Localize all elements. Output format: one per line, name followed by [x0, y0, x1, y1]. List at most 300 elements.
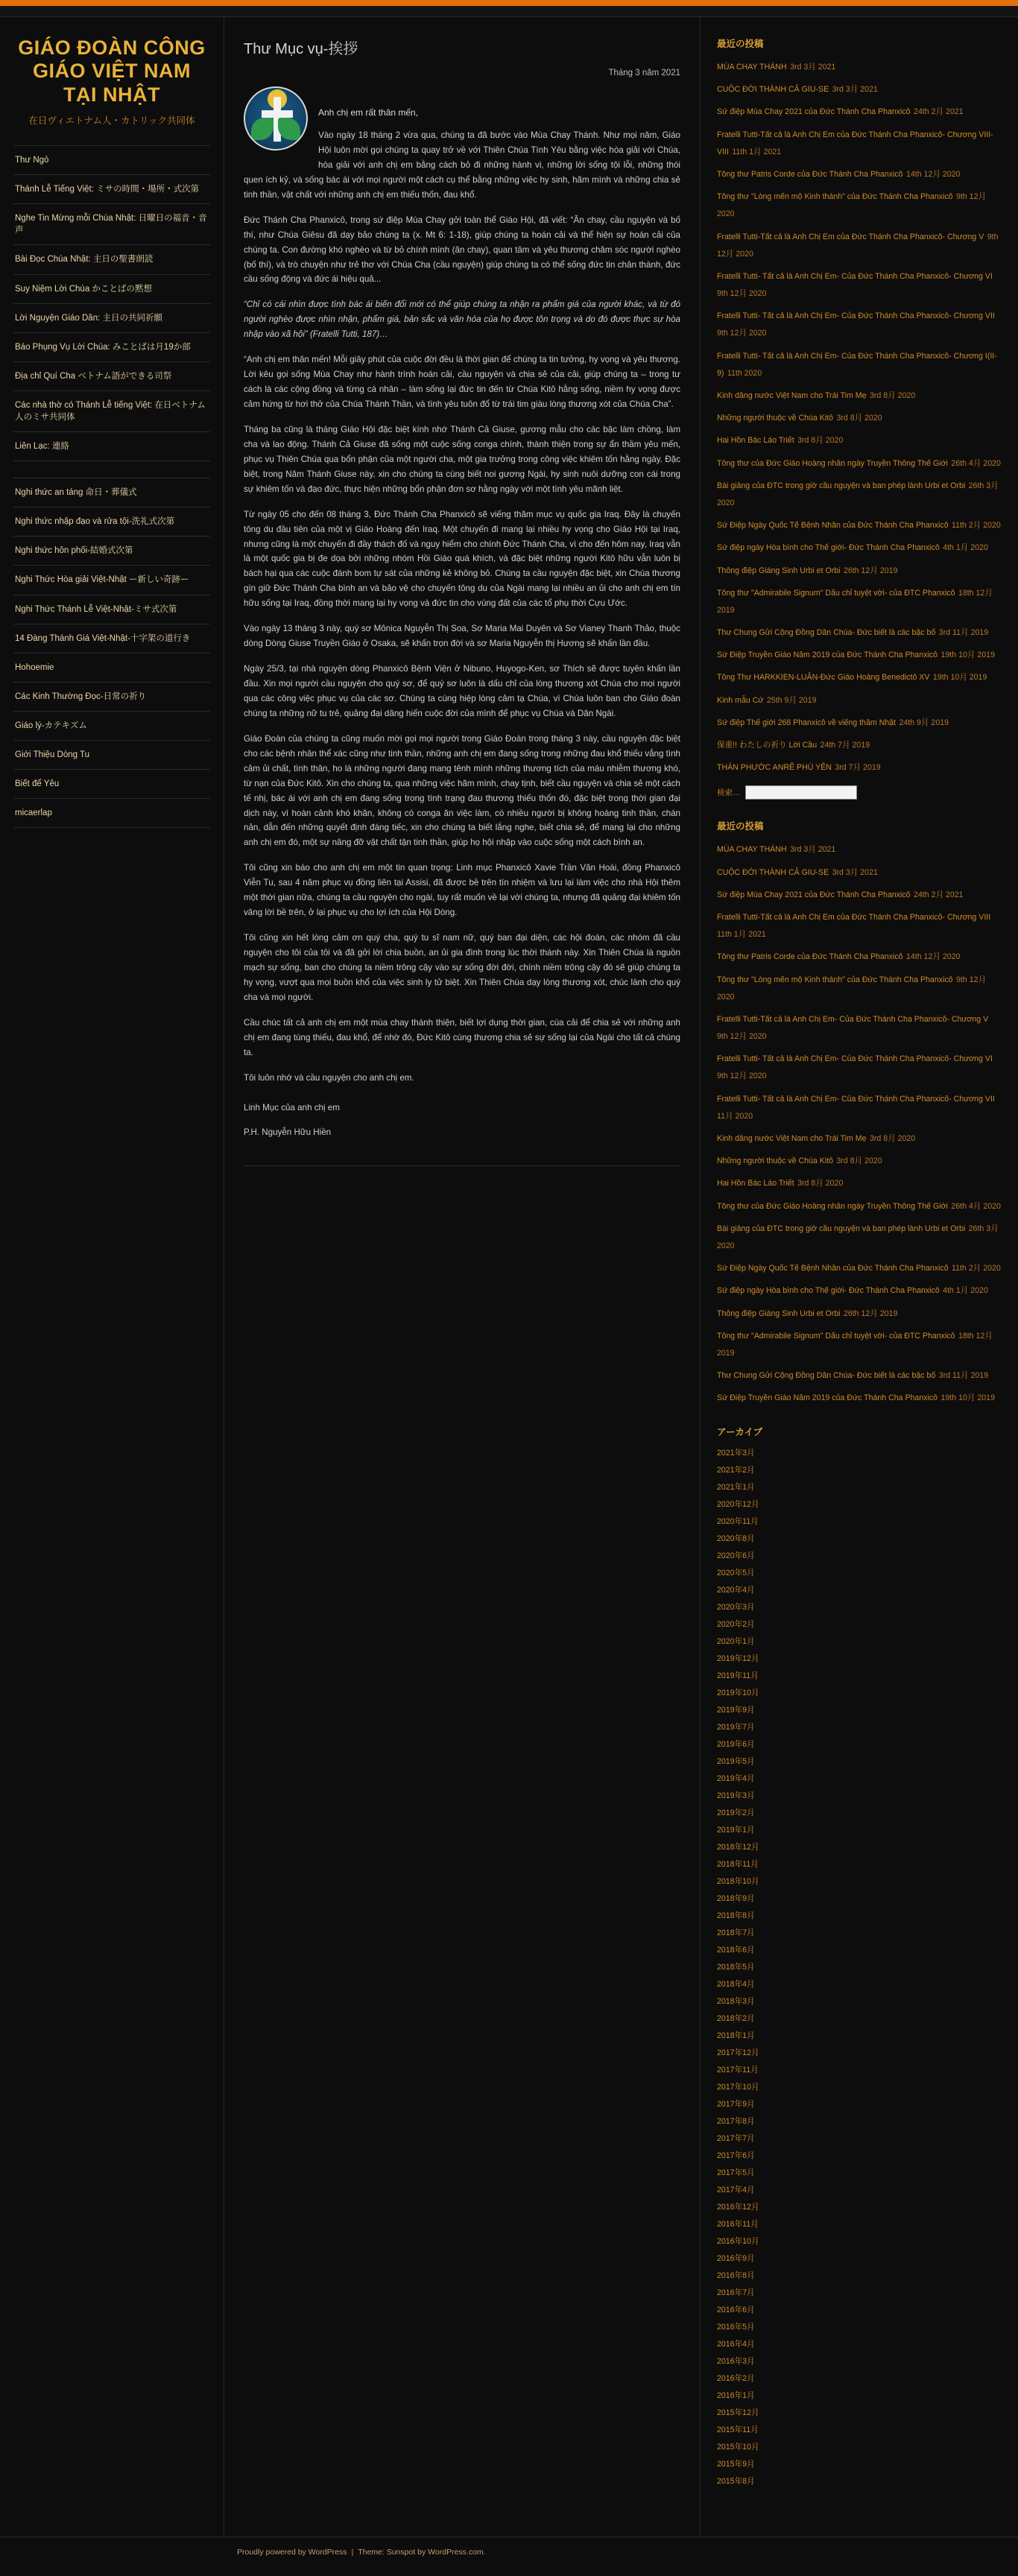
search-widget — [717, 785, 1002, 800]
greeting-line: Anh chị em rất thân mến, — [318, 107, 419, 118]
list-item[interactable] — [717, 1583, 1002, 1596]
list-item[interactable] — [717, 885, 1002, 902]
recent-post-link[interactable]: CUỘC ĐỜI THÀNH CẢ GIU-SE — [717, 85, 829, 95]
list-item[interactable] — [717, 1497, 1002, 1510]
list-item[interactable] — [717, 57, 1002, 75]
recent-post-link[interactable]: Fratelli Tutti- Tất cả là Anh Chị Em- Của Đức Thánh Cha Phanxicô- Chương I(II-9) — [717, 351, 997, 378]
sidebar-item-nghi-thuc-rua-toi[interactable] — [13, 507, 210, 537]
archive-link[interactable]: 2019年9月 — [717, 1706, 755, 1715]
list-item[interactable] — [717, 516, 1002, 533]
list-item[interactable] — [717, 1703, 1002, 1716]
recent-post-link[interactable]: MÙA CHAY THÁNH — [717, 845, 787, 855]
list-item[interactable] — [717, 267, 1002, 301]
recent-post-date: 3rd 3月 2021 — [790, 63, 836, 72]
recent-post-link[interactable]: Fratelli Tutti-Tất cả là Anh Chị Em của Đức Thánh Cha Phanxicô- Chương VIII — [717, 912, 991, 922]
recent-post-link[interactable]: Hai Hồn Bác Láo Triết — [717, 1179, 794, 1189]
archive-link[interactable]: 2016年12月 — [717, 2203, 759, 2212]
archive-link[interactable]: 2020年2月 — [717, 1620, 755, 1630]
recent-post-link[interactable]: Kinh dâng nước Việt Nam cho Trái Tim Mẹ — [717, 391, 867, 400]
list-item[interactable] — [717, 1874, 1002, 1887]
sidebar-item-micaerlap[interactable] — [13, 799, 210, 828]
archive-link[interactable]: 2016年11月 — [717, 2220, 759, 2230]
list-item[interactable] — [717, 2440, 1002, 2453]
archive-link[interactable]: 2020年6月 — [717, 1551, 755, 1561]
list-item[interactable] — [717, 2337, 1002, 2350]
list-item[interactable] — [717, 2045, 1002, 2059]
archive-link[interactable]: 2021年1月 — [717, 1483, 755, 1493]
sidebar-link[interactable]: Nghi thức hôn phối-結婚式次第 — [15, 546, 133, 556]
archive-link[interactable]: 2016年9月 — [717, 2254, 755, 2264]
recent-post-link[interactable]: Fratelli Tutti- Tất cả là Anh Chị Em- Của Đức Thánh Cha Phanxicô- Chương VII — [717, 1094, 995, 1104]
list-item[interactable] — [717, 561, 1002, 578]
recent-post-date: 26th 12月 2019 — [843, 1308, 898, 1318]
archive-link[interactable]: 2015年8月 — [717, 2477, 755, 2487]
archive-link[interactable]: 2015年11月 — [717, 2425, 759, 2435]
sidebar-link[interactable]: Nghi thức an táng 命日・葬儀式 — [15, 488, 137, 498]
list-item[interactable] — [717, 1174, 1002, 1191]
recent-post-link[interactable]: Hai Hồn Bác Láo Triết — [717, 436, 794, 446]
widget-title: アーカイブ — [717, 1427, 763, 1438]
list-item[interactable] — [717, 476, 1002, 510]
archive-link[interactable]: 2019年5月 — [717, 1757, 755, 1767]
list-item[interactable] — [717, 2028, 1002, 2042]
recent-post-link[interactable]: Sứ điệp Mùa Chay 2021 của Đức Thánh Cha Phanxicô — [717, 890, 911, 899]
list-item[interactable] — [717, 623, 1002, 640]
sidebar-item-nghi-thuc-an-tang[interactable] — [13, 478, 210, 507]
list-item[interactable] — [717, 1514, 1002, 1528]
archive-link[interactable]: 2016年6月 — [717, 2306, 755, 2315]
recent-post-link[interactable]: Sứ điệp Thế giới 268 Phanxicô về viếng thăm Nhật — [717, 718, 896, 727]
list-item[interactable] — [717, 227, 1002, 262]
list-item[interactable] — [717, 306, 1002, 341]
post-divider — [244, 1165, 680, 1166]
list-item[interactable] — [717, 125, 1002, 159]
sidebar-link[interactable]: Các nhà thờ có Thánh Lễ tiếng Việt: 在日ベトナム人のミサ共同体 — [15, 400, 206, 422]
archive-link[interactable]: 2016年1月 — [717, 2391, 755, 2401]
sidebar-link[interactable]: Nghi thức nhập đạo và rửa tội-洗礼式次第 — [15, 517, 175, 527]
archive-link[interactable]: 2018年2月 — [717, 2014, 755, 2024]
sidebar-item-thanh-le[interactable] — [13, 175, 210, 204]
sidebar-item-cac-nha-tho[interactable] — [13, 391, 210, 432]
sidebar-item-nghi-thuc-thanh-le[interactable] — [13, 595, 210, 624]
list-item[interactable] — [717, 1548, 1002, 1562]
archive-link[interactable]: 2016年2月 — [717, 2374, 755, 2384]
recent-post-date: 9th 12月 2020 — [717, 192, 987, 219]
sidebar-item-bao-phung-vu[interactable] — [13, 333, 210, 362]
sidebar-link[interactable]: Suy Niệm Lời Chúa かことばの黙想 — [15, 284, 152, 294]
recent-post-link[interactable]: CUỘC ĐỜI THÀNH CẢ GIU-SE — [717, 867, 829, 877]
list-item[interactable] — [717, 2063, 1002, 2076]
recent-post-link[interactable]: Sứ Điệp Truyền Giáo Năm 2019 của Đức Thánh Cha Phanxicô — [717, 651, 938, 660]
recent-post-date: 3rd 3月 2021 — [790, 845, 836, 855]
archive-link[interactable]: 2020年5月 — [717, 1569, 755, 1578]
recent-post-link[interactable]: MÙA CHAY THÁNH — [717, 63, 787, 72]
recent-post-date: 3rd 3月 2021 — [832, 867, 878, 877]
recent-post-link[interactable]: Bài giảng của ĐTC trong giờ cầu nguyện và ban phép lành Urbi et Orbi — [717, 481, 966, 490]
archive-link[interactable]: 2017年9月 — [717, 2100, 755, 2110]
archive-link[interactable]: 2018年3月 — [717, 1997, 755, 2007]
archive-link[interactable]: 2019年3月 — [717, 1791, 755, 1801]
list-item[interactable] — [717, 1840, 1002, 1853]
sidebar-link[interactable]: Biết để Yêu — [15, 779, 60, 789]
recent-post-link[interactable]: Thư Chung Gửi Cộng Đồng Dân Chúa- Đức biết là các bậc bố — [717, 628, 936, 638]
list-item[interactable] — [717, 2131, 1002, 2145]
sidebar-item-loi-nguyen[interactable] — [13, 304, 210, 333]
list-item[interactable] — [717, 1010, 1002, 1044]
sidebar-item-gioi-thieu-dong-tu[interactable] — [13, 741, 210, 770]
recent-post-link[interactable]: Tông Thư HARKKIEN-LUÂN-Đức Giáo Hoàng Benedictô XV — [717, 673, 930, 683]
archive-link[interactable]: 2018年8月 — [717, 1911, 755, 1921]
search-input[interactable] — [745, 785, 857, 800]
list-item[interactable] — [717, 1219, 1002, 1253]
sidebar-link[interactable]: Nghi Thức Thánh Lễ Việt-Nhật-ミサ式次第 — [15, 604, 177, 614]
recent-post-date: 19th 10月 2019 — [940, 1393, 995, 1403]
list-item[interactable] — [717, 2200, 1002, 2213]
recent-post-link[interactable]: Sứ điệp Mùa Chay 2021 của Đức Thánh Cha Phanxicô — [717, 107, 911, 117]
list-item[interactable] — [717, 2217, 1002, 2230]
recent-post-link[interactable]: Fratelli Tutti- Tất cả là Anh Chị Em- Của Đức Thánh Cha Phanxicô- Chương VI — [717, 271, 993, 281]
recent-post-date: 11th 2月 2020 — [952, 1264, 1001, 1273]
list-item[interactable] — [717, 2251, 1002, 2265]
sidebar-link[interactable]: Báo Phụng Vụ Lời Chúa: みことばは月19か部 — [15, 342, 191, 352]
archive-link[interactable]: 2016年5月 — [717, 2323, 755, 2332]
recent-post-link[interactable]: Bài giảng của ĐTC trong giờ cầu nguyện và ban phép lành Urbi et Orbi — [717, 1224, 966, 1233]
recent-posts-list — [717, 57, 1002, 775]
list-item[interactable] — [717, 408, 1002, 425]
archive-link[interactable]: 2018年6月 — [717, 1946, 755, 1955]
recent-post-link[interactable]: Fratelli Tutti-Tất cả là Anh Chị Em của Đức Thánh Cha Phanxicô- Chương V — [717, 232, 984, 241]
list-item[interactable] — [717, 1326, 1002, 1361]
list-item[interactable] — [717, 1304, 1002, 1321]
archive-link[interactable]: 2016年4月 — [717, 2340, 755, 2349]
logo-circle-icon — [244, 86, 308, 151]
list-item[interactable] — [717, 668, 1002, 685]
sidebar-item-nghe-tin-mung[interactable] — [13, 204, 210, 245]
list-item[interactable] — [717, 2405, 1002, 2419]
archive-link[interactable]: 2018年4月 — [717, 1980, 755, 1990]
recent-post-link[interactable]: Sứ Điệp Truyền Giáo Năm 2019 của Đức Thánh Cha Phanxicô — [717, 1393, 938, 1403]
archive-link[interactable]: 2018年9月 — [717, 1894, 755, 1904]
list-item[interactable] — [717, 1891, 1002, 1905]
list-item[interactable] — [717, 1857, 1002, 1870]
list-item[interactable] — [717, 713, 1002, 730]
archive-link[interactable]: 2018年5月 — [717, 1963, 755, 1972]
list-item[interactable] — [717, 2148, 1002, 2162]
paragraph: Cầu chúc tất cả anh chị em một mùa chay thánh thiện, biết lợi dụng thời gian, cùa cải để chia sẻ với những anh chị em đang túng thiếu, đau khổ, để nhờ đó, Đức Kitô cùng thương chia sẻ sự sống lại của Ngài cho tất cả chúng ta. — [244, 1017, 680, 1057]
sidebar-item-dia-chi-qui-cha[interactable] — [13, 362, 210, 391]
list-item[interactable] — [717, 165, 1002, 182]
archive-link[interactable]: 2019年7月 — [717, 1723, 755, 1732]
recent-post-link[interactable]: Tông thư "Admirabile Signum" Dấu chỉ tuyệt vời- của ĐTC Phanxicô — [717, 588, 955, 598]
list-item[interactable] — [717, 1806, 1002, 1819]
recent-post-link[interactable]: Những người thuộc về Chúa Kitô — [717, 414, 833, 423]
list-item[interactable] — [717, 2303, 1002, 2316]
recent-post-link[interactable]: Sứ điệp ngày Hòa bình cho Thế giới- Đức Thánh Cha Phanxicô — [717, 1286, 940, 1296]
list-item[interactable] — [717, 583, 1002, 618]
recent-post-link[interactable]: Tông thư Patris Corde của Đức Thánh Cha Phanxicô — [717, 169, 903, 179]
sidebar-item-cac-kinh[interactable] — [13, 683, 210, 712]
sidebar-link[interactable]: Giới Thiệu Dòng Tu — [15, 750, 90, 760]
paragraph: Tháng ba cũng là tháng Giáo Hội đặc biệt kính nhớ Thánh Cả Giuse, gương mẫu cho các bậc làm chồng, làm cha và lao động. Thánh Cả Giuse đã sống một cuộc sống conga chính, thành thiện trong sự ẩn thầm yêu mến, phục vụ Thiên Chúa qua bổn phận của một người cha, một gia trưởng trong công việc khiêm tốn hằng ngày. Đặc biệt, trong Năm Thánh Giuse này, xin cho chúng ta cùng biết noi gương Ngài, hy sinh nuôi dưỡng con cái trong sự khiêm tốn và đạo đức, thực hiện những bổn phận đơn sơ hằng ngày với một tình yêu mãnh liệt. — [244, 424, 680, 494]
recent-post-date: 26th 4月 2020 — [951, 1201, 1001, 1211]
list-item[interactable] — [717, 863, 1002, 880]
list-item[interactable] — [717, 386, 1002, 403]
list-item[interactable] — [717, 1600, 1002, 1613]
recent-post-link[interactable]: Sứ Điệp Ngày Quốc Tế Bệnh Nhân của Đức Thánh Cha Phanxicô — [717, 1264, 949, 1273]
list-item[interactable] — [717, 538, 1002, 555]
recent-post-link[interactable]: Thông điệp Giáng Sinh Urbi et Orbi — [717, 1308, 841, 1318]
list-item[interactable] — [717, 1366, 1002, 1383]
recent-post-link[interactable]: Sứ Điệp Ngày Quốc Tế Bệnh Nhân của Đức Thánh Cha Phanxicô — [717, 521, 949, 531]
list-item[interactable] — [717, 1925, 1002, 1939]
list-item[interactable] — [717, 2097, 1002, 2110]
archive-link[interactable]: 2016年8月 — [717, 2271, 755, 2281]
list-item[interactable] — [717, 1129, 1002, 1146]
signature-name: P.H. Nguyễn Hữu Hiền — [244, 1127, 332, 1138]
sidebar-item-nghi-thuc-hon-phoi[interactable] — [13, 537, 210, 566]
wordpress-credit-link[interactable]: Proudly powered by WordPress — [237, 2548, 347, 2557]
list-item[interactable] — [717, 1566, 1002, 1579]
archive-link[interactable]: 2015年9月 — [717, 2460, 755, 2469]
archive-link[interactable]: 2018年1月 — [717, 2031, 755, 2041]
recent-post-link[interactable]: Kinh dâng nước Việt Nam cho Trái Tim Mẹ — [717, 1134, 867, 1143]
archive-link[interactable]: 2019年10月 — [717, 1689, 759, 1698]
archive-link[interactable]: 2017年12月 — [717, 2048, 759, 2058]
list-item[interactable] — [717, 1446, 1002, 1459]
archive-link[interactable]: 2019年11月 — [717, 1671, 759, 1681]
archive-link[interactable]: 2021年3月 — [717, 1449, 755, 1458]
archive-link[interactable]: 2016年7月 — [717, 2288, 755, 2298]
recent-post-date: 14th 12月 2020 — [906, 952, 961, 962]
paragraph: Đức Thánh Cha Phanxicô, trong sứ điệp Mùa Chay gởi toàn thể Giáo Hội, đã viết: “Ăn chay, cầu nguyện và bố thí, như Chúa Giêsu đã dạy bảo chúng ta (x. Mt 6: 1-18), giúp chúng ta hoán cải và thể hiện sự hoán cải của chúng ta. Con đường khó nghèo và từ bỏ chính mình (ăn chay), quan tâm và yêu thương chăm sóc người nghèo (bố thí), và trò chuyện như trẻ thơ với Chúa Cha (cầu nguyện) giúp chúng ta có thể sống đức tin chân thành, đức cầu sống động và đức ái hiệu quả... — [244, 215, 680, 285]
list-item[interactable] — [717, 2080, 1002, 2093]
sidebar-item-suy-niem[interactable] — [13, 275, 210, 304]
sidebar-link[interactable]: Nghi Thức Hòa giải Việt-Nhật ー新しい奇跡ー — [15, 575, 189, 585]
list-item[interactable] — [717, 947, 1002, 964]
archive-link[interactable]: 2020年11月 — [717, 1517, 759, 1527]
list-item[interactable] — [717, 1960, 1002, 1973]
widget-recent-posts — [717, 37, 1002, 800]
archive-link[interactable]: 2019年2月 — [717, 1808, 755, 1818]
archive-link[interactable]: 2018年11月 — [717, 1860, 759, 1870]
sidebar-link[interactable]: Giáo lý-カテキズム — [15, 721, 87, 730]
list-item[interactable] — [717, 2285, 1002, 2299]
recent-post-link[interactable]: Sứ điệp ngày Hòa bình cho Thế giới- Đức Thánh Cha Phanxicô — [717, 543, 940, 553]
list-item[interactable] — [717, 2388, 1002, 2402]
archive-link[interactable]: 2015年10月 — [717, 2443, 759, 2452]
recent-post-link[interactable]: Fratelli Tutti- Tất cả là Anh Chị Em- Của Đức Thánh Cha Phanxicô- Chương VI — [717, 1054, 993, 1064]
sidebar-item-bai-doc[interactable] — [13, 245, 210, 274]
sidebar-link[interactable]: Các Kinh Thường Đọc-日常の祈り — [15, 692, 147, 701]
list-item[interactable] — [717, 1480, 1002, 1493]
list-item[interactable] — [717, 1651, 1002, 1665]
right-sidebar — [701, 17, 1018, 2537]
recent-post-link[interactable]: Tông thư của Đức Giáo Hoàng nhân ngày Truyền Thông Thế Giới — [717, 458, 948, 468]
recent-post-link[interactable]: Fratelli Tutti- Tất cả là Anh Chị Em- Của Đức Thánh Cha Phanxicô- Chương VII — [717, 311, 995, 321]
list-item[interactable] — [717, 187, 1002, 221]
list-item[interactable] — [717, 645, 1002, 662]
recent-post-link[interactable]: Tông thư "Lòng mến mộ Kinh thánh" của Đức Thánh Cha Phanxicô — [717, 975, 953, 984]
recent-post-date: 3rd 7月 2019 — [835, 763, 881, 773]
archive-link[interactable]: 2020年8月 — [717, 1534, 755, 1544]
archive-link[interactable]: 2019年6月 — [717, 1740, 755, 1750]
list-item[interactable] — [717, 1531, 1002, 1545]
recent-post-link[interactable]: Thư Chung Gửi Cộng Đồng Dân Chúa- Đức biết là các bậc bố — [717, 1371, 936, 1381]
archive-link[interactable]: 2017年8月 — [717, 2117, 755, 2127]
sidebar-item-thu-ngo[interactable] — [13, 145, 210, 175]
sidebar-link[interactable]: 14 Đàng Thánh Giá Việt-Nhật-十字架の道行き — [15, 633, 191, 643]
list-item[interactable] — [717, 2011, 1002, 2025]
list-item[interactable] — [717, 840, 1002, 857]
list-item[interactable] — [717, 1720, 1002, 1733]
list-item[interactable] — [717, 2354, 1002, 2367]
archive-link[interactable]: 2020年4月 — [717, 1586, 755, 1595]
recent-post-link[interactable]: THÁN PHƯỚC ANRÊ PHÚ YÊN — [717, 763, 832, 773]
paragraph: Giáo Đoàn của chúng ta cũng muốn mời gọi mọi người trong Giáo Đoàn trong tháng 3 này, cầu nguyện đặc biệt cho các bệnh nhân thể xác cũng như tinh thần, những anh chị em đang sống trong những đau khổ thiếu vắng tình cảm ủi chất, tình thân, ho là những người đang mang tênh mình những thương tích của máu nhiễm thương khó, từ nạn của Đức Kitô. Xin cho chúng ta, qua những việc hãm mình, chay tịnh, biết cầu nguyện và chia sẻ một cách tế nhị, bác ái với anh chị em đang sống trong tình trạng đau thương thiếu thốn đó, đặc biệt trong thời gian đại dịch này, vì hoàn cảnh khó khăn, không có conga ăn việc làm, có nhiều người bị không hoàng tinh thần, chán nản, dẫn đến những quyết định đáng tiếc, xin cho chúng ta biết lắng nghe, biết chia sẻ, để mang lại cho những anh chị em đó, một sự nâng đỡ vật chất tận tinh thần, giúp họ hội nhập vào cuộc sống một cách bình an. — [244, 733, 681, 848]
post-date: Tháng 3 năm 2021 — [608, 69, 680, 77]
sidebar-link[interactable]: micaerlap — [15, 808, 52, 818]
recent-post-link[interactable]: Tông thư của Đức Giáo Hoàng nhân ngày Truyền Thông Thế Giới — [717, 1201, 948, 1211]
sidebar-link[interactable]: Lời Nguyện Giáo Dân: 主日の共同祈願 — [15, 313, 162, 323]
recent-post-date: 26th 3月 2020 — [717, 481, 999, 507]
recent-post-link[interactable]: Tông thư "Lòng mến mộ Kinh thánh" của Đức Thánh Cha Phanxicô — [717, 192, 953, 202]
sidebar-item-hohoemie[interactable] — [13, 654, 210, 683]
archive-link[interactable]: 2020年1月 — [717, 1637, 755, 1647]
archive-link[interactable]: 2018年7月 — [717, 1928, 755, 1938]
recent-post-link[interactable]: 保重!! わたしの祈り Lời Cầu — [717, 741, 818, 750]
theme-credit-link[interactable]: Theme: Sunspot by WordPress.com. — [358, 2548, 486, 2557]
list-item[interactable] — [717, 2422, 1002, 2436]
recent-post-date: 24th 2月 2021 — [914, 107, 964, 117]
archive-link[interactable]: 2020年3月 — [717, 1603, 755, 1613]
list-item[interactable] — [717, 691, 1002, 708]
archive-link[interactable]: 2016年3月 — [717, 2357, 755, 2367]
recent-post-link[interactable]: Những người thuộc về Chúa Kitô — [717, 1156, 833, 1166]
list-item[interactable] — [717, 1754, 1002, 1768]
list-item[interactable] — [717, 1388, 1002, 1405]
list-item[interactable] — [717, 1259, 1002, 1276]
sidebar-link[interactable]: Liên Lạc: 連絡 — [15, 442, 69, 452]
list-item[interactable] — [717, 80, 1002, 97]
list-item[interactable] — [717, 1634, 1002, 1648]
recent-post-link[interactable]: Tông thư "Admirabile Signum" Dấu chỉ tuyệt vời- của ĐTC Phanxicô — [717, 1331, 955, 1341]
giao-doan-logo — [244, 86, 308, 151]
sidebar-link[interactable]: Thánh Lễ Tiếng Việt: ミサの時間・場所・式次第 — [15, 185, 200, 194]
list-item[interactable] — [717, 1994, 1002, 2007]
recent-post-link[interactable]: Kinh mẫu Cứ — [717, 695, 764, 705]
list-item[interactable] — [717, 1281, 1002, 1298]
primary-navigation — [13, 145, 210, 461]
archive-link[interactable]: 2017年7月 — [717, 2134, 755, 2144]
recent-post-link[interactable]: Fratelli Tutti-Tất cả là Anh Chị Em- Của Đức Thánh Cha Phanxicô- Chương V — [717, 1014, 989, 1024]
list-item[interactable] — [717, 1686, 1002, 1699]
archive-link[interactable]: 2019年4月 — [717, 1774, 755, 1784]
archive-link[interactable]: 2021年2月 — [717, 1466, 755, 1475]
list-item[interactable] — [717, 2234, 1002, 2247]
sidebar-item-lien-lac[interactable] — [13, 432, 210, 461]
archive-link[interactable]: 2015年12月 — [717, 2408, 759, 2418]
archive-link[interactable]: 2017年5月 — [717, 2168, 755, 2178]
list-item[interactable] — [717, 2183, 1002, 2196]
archive-link[interactable]: 2017年11月 — [717, 2066, 759, 2075]
sidebar-link[interactable]: Thư Ngỏ — [15, 156, 49, 165]
archive-link[interactable]: 2018年12月 — [717, 1843, 759, 1852]
top-dark-bar — [0, 6, 1018, 16]
sidebar-item-nghi-thuc-hoa-giai[interactable] — [13, 566, 210, 595]
list-item[interactable] — [717, 102, 1002, 119]
list-item[interactable] — [717, 1668, 1002, 1682]
recent-post-date: 9th 12月 2020 — [717, 1072, 767, 1081]
archive-link[interactable]: 2018年10月 — [717, 1877, 759, 1887]
archive-link[interactable]: 2019年1月 — [717, 1826, 755, 1835]
list-item[interactable] — [717, 2371, 1002, 2384]
recent-post-link[interactable]: Tông thư Patris Corde của Đức Thánh Cha Phanxicô — [717, 952, 903, 962]
list-item[interactable] — [717, 758, 1002, 775]
list-item[interactable] — [717, 2320, 1002, 2333]
list-item[interactable] — [717, 1771, 1002, 1785]
archive-link[interactable]: 2020年12月 — [717, 1500, 759, 1510]
list-item[interactable] — [717, 1823, 1002, 1836]
sidebar-link[interactable]: Nghe Tin Mừng mỗi Chúa Nhật: 日曜日の福音・音声 — [15, 214, 207, 235]
list-item[interactable] — [717, 1977, 1002, 1990]
widget-title: 最近の投稿 — [717, 39, 764, 49]
list-item[interactable] — [717, 2165, 1002, 2179]
list-item[interactable] — [717, 1197, 1002, 1214]
sidebar-item-giao-ly[interactable] — [13, 712, 210, 741]
sidebar-item-dang-thanh-gia[interactable] — [13, 624, 210, 654]
list-item[interactable] — [717, 1463, 1002, 1476]
sidebar-link[interactable]: Hohoemie — [15, 662, 54, 672]
archive-link[interactable]: 2016年10月 — [717, 2237, 759, 2247]
list-item[interactable] — [717, 2268, 1002, 2282]
list-item[interactable] — [717, 2114, 1002, 2127]
footer-separator: | — [351, 2548, 354, 2557]
list-item[interactable] — [717, 454, 1002, 471]
list-item[interactable] — [717, 908, 1002, 942]
list-item[interactable] — [717, 1788, 1002, 1802]
archive-link[interactable]: 2017年4月 — [717, 2186, 755, 2195]
list-item[interactable] — [717, 1151, 1002, 1168]
widget-title: 最近の投稿 — [717, 821, 764, 832]
recent-post-date: 19th 10月 2019 — [932, 673, 987, 683]
list-item[interactable] — [717, 431, 1002, 448]
widget-archives — [717, 1425, 1002, 2487]
list-item[interactable] — [717, 2474, 1002, 2487]
archive-link[interactable]: 2017年10月 — [717, 2083, 759, 2092]
sidebar-item-biet-de-yeu[interactable] — [13, 770, 210, 799]
archive-link[interactable]: 2017年6月 — [717, 2151, 755, 2161]
list-item[interactable] — [717, 1908, 1002, 1922]
archive-link[interactable]: 2019年12月 — [717, 1654, 759, 1664]
list-item[interactable] — [717, 735, 1002, 753]
recent-post-date: 3rd 8月 2020 — [869, 391, 916, 400]
leaf-right-icon — [278, 118, 300, 140]
list-item[interactable] — [717, 1089, 1002, 1124]
recent-post-link[interactable]: Fratelli Tutti-Tất cả là Anh Chị Em của Đức Thánh Cha Phanxicô- Chương VIII-VIII — [717, 130, 993, 156]
sidebar-link[interactable]: Địa chỉ Quí Cha ベトナム語ができる司祭 — [15, 371, 172, 381]
menu-gap — [13, 461, 210, 478]
sidebar-link[interactable]: Bài Đọc Chúa Nhật: 主日の聖書朗読 — [15, 255, 154, 265]
list-item[interactable] — [717, 1737, 1002, 1750]
list-item[interactable] — [717, 1943, 1002, 1956]
list-item[interactable] — [717, 1617, 1002, 1630]
list-item[interactable] — [717, 346, 1002, 381]
list-item[interactable] — [717, 2457, 1002, 2470]
recent-post-link[interactable]: Thông điệp Giáng Sinh Urbi et Orbi — [717, 566, 841, 575]
list-item[interactable] — [717, 1049, 1002, 1083]
list-item[interactable] — [717, 970, 1002, 1004]
site-title: GIÁO ĐOÀN CÔNG GIÁO VIỆT NAM TẠI NHẬT — [18, 37, 206, 106]
